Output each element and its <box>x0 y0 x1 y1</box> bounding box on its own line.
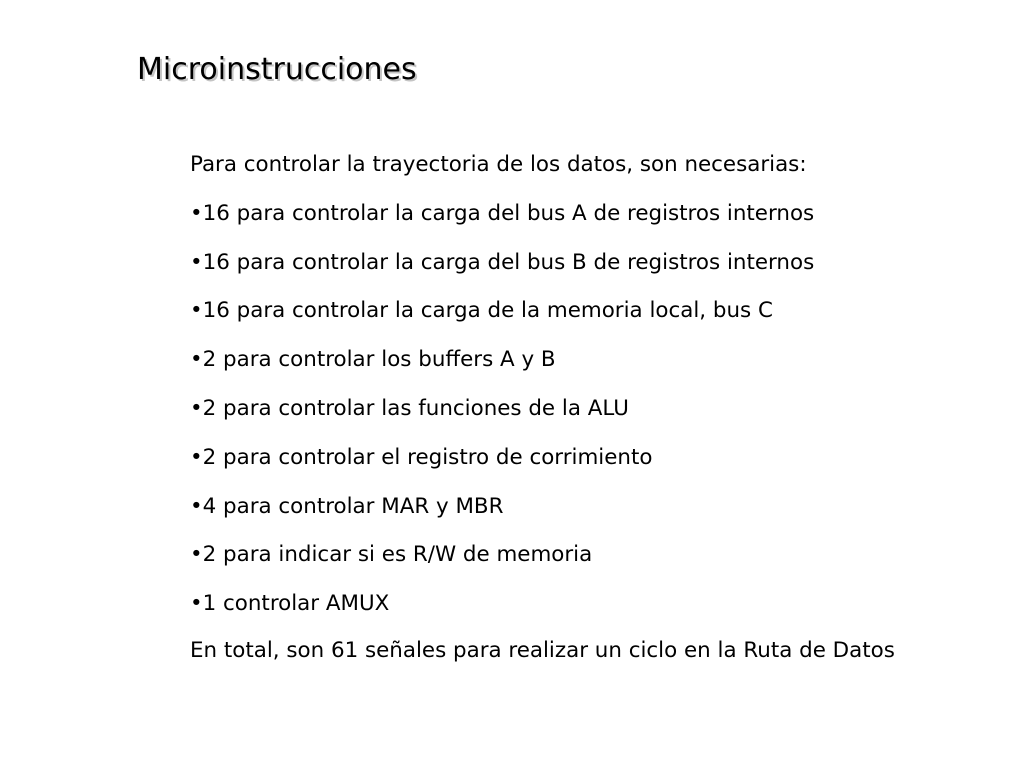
bullet-item: •2 para controlar las funciones de la ALU <box>190 395 629 421</box>
bullet-item: •16 para controlar la carga de la memoria local, bus C <box>190 298 773 324</box>
bullet-item: •2 para indicar si es R/W de memoria <box>190 542 593 568</box>
bullet-item: •1 controlar AMUX <box>190 591 390 617</box>
intro-text: Para controlar la trayectoria de los datos, son necesarias: <box>190 152 807 177</box>
bullet-item: •2 para controlar los buffers A y B <box>190 347 556 373</box>
conclusion-text: En total, son 61 señales para realizar un ciclo en la Ruta de Datos <box>190 637 895 663</box>
bullet-item: •2 para controlar el registro de corrimiento <box>190 444 653 470</box>
bullet-item: •16 para controlar la carga del bus A de registros internos <box>190 200 815 226</box>
bullet-item: •4 para controlar MAR y MBR <box>190 493 504 519</box>
slide-body <box>190 151 990 687</box>
slide-title: Microinstrucciones <box>137 52 417 87</box>
bullet-item: •16 para controlar la carga del bus B de registros internos <box>190 249 815 275</box>
